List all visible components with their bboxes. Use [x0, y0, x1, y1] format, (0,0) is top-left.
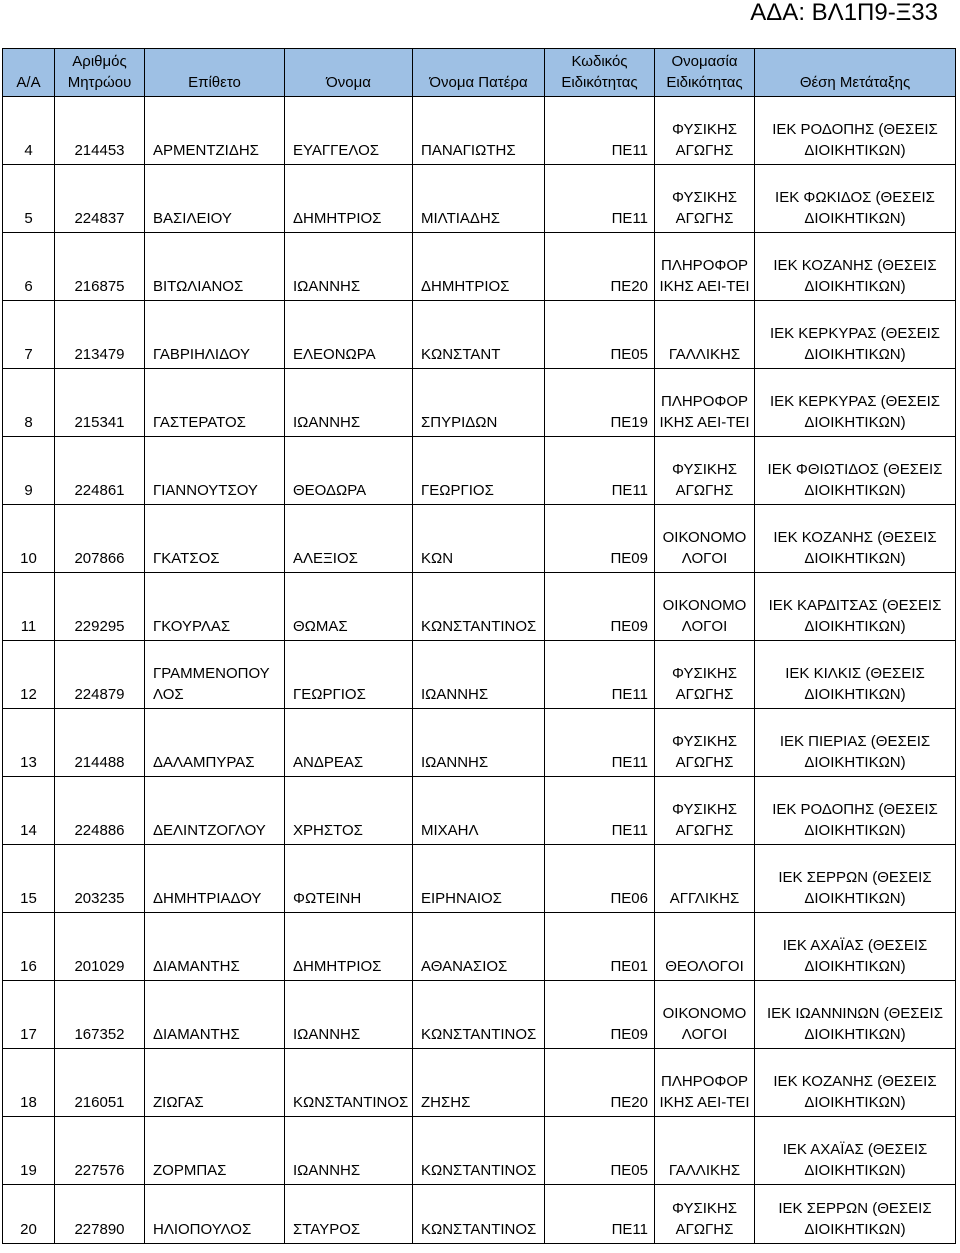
- cell-father-name: ΔΗΜΗΤΡΙΟΣ: [413, 233, 545, 301]
- cell-registry-number: 224861: [55, 437, 145, 505]
- table-row: [3, 913, 956, 981]
- cell-specialty-name: ΠΛΗΡΟΦΟΡ ΙΚΗΣ ΑΕΙ-ΤΕΙ: [655, 1049, 755, 1117]
- cell-registry-number: 214488: [55, 709, 145, 777]
- cell-specialty-code: ΠΕ19: [545, 369, 655, 437]
- cell-aa: 15: [3, 845, 55, 913]
- cell-first-name: ΕΛΕΟΝΩΡΑ: [285, 301, 413, 369]
- cell-aa: 13: [3, 709, 55, 777]
- header-position: Θέση Μετάταξης: [755, 49, 956, 97]
- cell-father-name: ΙΩΑΝΝΗΣ: [413, 709, 545, 777]
- cell-transfer-position: ΙΕΚ ΠΙΕΡΙΑΣ (ΘΕΣΕΙΣ ΔΙΟΙΚΗΤΙΚΩΝ): [755, 709, 956, 777]
- cell-first-name: ΑΝΔΡΕΑΣ: [285, 709, 413, 777]
- cell-surname: ΑΡΜΕΝΤΖΙΔΗΣ: [145, 97, 285, 165]
- cell-transfer-position: ΙΕΚ ΑΧΑΪΑΣ (ΘΕΣΕΙΣ ΔΙΟΙΚΗΤΙΚΩΝ): [755, 1117, 956, 1185]
- cell-surname: ΔΑΛΑΜΠΥΡΑΣ: [145, 709, 285, 777]
- cell-father-name: ΑΘΑΝΑΣΙΟΣ: [413, 913, 545, 981]
- table-row: [3, 97, 956, 165]
- header-code: Κωδικός Ειδικότητας: [545, 49, 655, 97]
- cell-first-name: ΕΥΑΓΓΕΛΟΣ: [285, 97, 413, 165]
- transfer-table: [2, 48, 956, 1244]
- table-row: [3, 709, 956, 777]
- cell-father-name: ΚΩΝΣΤΑΝΤΙΝΟΣ: [413, 573, 545, 641]
- cell-specialty-code: ΠΕ11: [545, 641, 655, 709]
- cell-specialty-code: ΠΕ09: [545, 981, 655, 1049]
- cell-specialty-code: ΠΕ11: [545, 777, 655, 845]
- cell-first-name: ΙΩΑΝΝΗΣ: [285, 981, 413, 1049]
- cell-surname: ΓΑΣΤΕΡΑΤΟΣ: [145, 369, 285, 437]
- cell-transfer-position: ΙΕΚ ΚΟΖΑΝΗΣ (ΘΕΣΕΙΣ ΔΙΟΙΚΗΤΙΚΩΝ): [755, 233, 956, 301]
- cell-surname: ΒΑΣΙΛΕΙΟΥ: [145, 165, 285, 233]
- cell-specialty-name: ΠΛΗΡΟΦΟΡ ΙΚΗΣ ΑΕΙ-ΤΕΙ: [655, 369, 755, 437]
- cell-registry-number: 224837: [55, 165, 145, 233]
- cell-first-name: ΣΤΑΥΡΟΣ: [285, 1185, 413, 1244]
- cell-surname: ΓΚΟΥΡΛΑΣ: [145, 573, 285, 641]
- cell-transfer-position: ΙΕΚ ΡΟΔΟΠΗΣ (ΘΕΣΕΙΣ ΔΙΟΙΚΗΤΙΚΩΝ): [755, 97, 956, 165]
- table-header: [3, 49, 956, 97]
- cell-specialty-code: ΠΕ05: [545, 301, 655, 369]
- cell-specialty-name: ΦΥΣΙΚΗΣ ΑΓΩΓΗΣ: [655, 97, 755, 165]
- cell-transfer-position: ΙΕΚ ΙΩΑΝΝΙΝΩΝ (ΘΕΣΕΙΣ ΔΙΟΙΚΗΤΙΚΩΝ): [755, 981, 956, 1049]
- header-name: Όνομα: [285, 49, 413, 97]
- cell-transfer-position: ΙΕΚ ΦΘΙΩΤΙΔΟΣ (ΘΕΣΕΙΣ ΔΙΟΙΚΗΤΙΚΩΝ): [755, 437, 956, 505]
- header-aa: Α/Α: [3, 49, 55, 97]
- cell-specialty-name: ΦΥΣΙΚΗΣ ΑΓΩΓΗΣ: [655, 777, 755, 845]
- cell-first-name: ΧΡΗΣΤΟΣ: [285, 777, 413, 845]
- cell-father-name: ΙΩΑΝΝΗΣ: [413, 641, 545, 709]
- cell-specialty-name: ΟΙΚΟΝΟΜΟ ΛΟΓΟΙ: [655, 505, 755, 573]
- cell-surname: ΖΙΩΓΑΣ: [145, 1049, 285, 1117]
- cell-specialty-code: ΠΕ05: [545, 1117, 655, 1185]
- cell-aa: 19: [3, 1117, 55, 1185]
- cell-specialty-code: ΠΕ11: [545, 709, 655, 777]
- cell-specialty-name: ΦΥΣΙΚΗΣ ΑΓΩΓΗΣ: [655, 709, 755, 777]
- cell-registry-number: 216875: [55, 233, 145, 301]
- cell-first-name: ΘΩΜΑΣ: [285, 573, 413, 641]
- cell-transfer-position: ΙΕΚ ΚΟΖΑΝΗΣ (ΘΕΣΕΙΣ ΔΙΟΙΚΗΤΙΚΩΝ): [755, 1049, 956, 1117]
- cell-aa: 8: [3, 369, 55, 437]
- cell-specialty-name: ΟΙΚΟΝΟΜΟ ΛΟΓΟΙ: [655, 573, 755, 641]
- cell-surname: ΖΟΡΜΠΑΣ: [145, 1117, 285, 1185]
- cell-transfer-position: ΙΕΚ ΚΕΡΚΥΡΑΣ (ΘΕΣΕΙΣ ΔΙΟΙΚΗΤΙΚΩΝ): [755, 369, 956, 437]
- table-row: [3, 301, 956, 369]
- cell-aa: 17: [3, 981, 55, 1049]
- cell-surname: ΔΗΜΗΤΡΙΑΔΟΥ: [145, 845, 285, 913]
- table-row: [3, 165, 956, 233]
- cell-specialty-code: ΠΕ11: [545, 437, 655, 505]
- cell-specialty-name: ΦΥΣΙΚΗΣ ΑΓΩΓΗΣ: [655, 641, 755, 709]
- cell-surname: ΓΑΒΡΙΗΛΙΔΟΥ: [145, 301, 285, 369]
- cell-transfer-position: ΙΕΚ ΣΕΡΡΩΝ (ΘΕΣΕΙΣ ΔΙΟΙΚΗΤΙΚΩΝ): [755, 1185, 956, 1244]
- cell-first-name: ΚΩΝΣΤΑΝΤΙΝΟΣ: [285, 1049, 413, 1117]
- cell-specialty-code: ΠΕ11: [545, 1185, 655, 1244]
- table-row: [3, 1049, 956, 1117]
- table-row: [3, 641, 956, 709]
- cell-father-name: ΚΩΝΣΤΑΝΤΙΝΟΣ: [413, 1117, 545, 1185]
- cell-aa: 4: [3, 97, 55, 165]
- cell-father-name: ΣΠΥΡΙΔΩΝ: [413, 369, 545, 437]
- table-row: [3, 437, 956, 505]
- cell-specialty-code: ΠΕ11: [545, 165, 655, 233]
- table-row: [3, 369, 956, 437]
- cell-surname: ΒΙΤΩΛΙΑΝΟΣ: [145, 233, 285, 301]
- cell-aa: 18: [3, 1049, 55, 1117]
- cell-surname: ΓΙΑΝΝΟΥΤΣΟΥ: [145, 437, 285, 505]
- cell-first-name: ΙΩΑΝΝΗΣ: [285, 1117, 413, 1185]
- cell-registry-number: 167352: [55, 981, 145, 1049]
- cell-father-name: ΜΙΧΑΗΛ: [413, 777, 545, 845]
- cell-specialty-code: ΠΕ09: [545, 573, 655, 641]
- table-body: [3, 97, 956, 1244]
- cell-father-name: ΕΙΡΗΝΑΙΟΣ: [413, 845, 545, 913]
- table-row: [3, 1185, 956, 1244]
- cell-aa: 12: [3, 641, 55, 709]
- table-row: [3, 1117, 956, 1185]
- cell-father-name: ΠΑΝΑΓΙΩΤΗΣ: [413, 97, 545, 165]
- cell-specialty-name: ΑΓΓΛΙΚΗΣ: [655, 845, 755, 913]
- cell-aa: 16: [3, 913, 55, 981]
- cell-transfer-position: ΙΕΚ ΦΩΚΙΔΟΣ (ΘΕΣΕΙΣ ΔΙΟΙΚΗΤΙΚΩΝ): [755, 165, 956, 233]
- cell-first-name: ΔΗΜΗΤΡΙΟΣ: [285, 913, 413, 981]
- cell-aa: 20: [3, 1185, 55, 1244]
- cell-father-name: ΚΩΝΣΤΑΝΤΙΝΟΣ: [413, 1185, 545, 1244]
- cell-first-name: ΦΩΤΕΙΝΗ: [285, 845, 413, 913]
- cell-surname: ΔΙΑΜΑΝΤΗΣ: [145, 981, 285, 1049]
- cell-registry-number: 216051: [55, 1049, 145, 1117]
- cell-surname: ΗΛΙΟΠΟΥΛΟΣ: [145, 1185, 285, 1244]
- table-row: [3, 233, 956, 301]
- cell-specialty-code: ΠΕ06: [545, 845, 655, 913]
- cell-specialty-code: ΠΕ11: [545, 97, 655, 165]
- header-surname: Επίθετο: [145, 49, 285, 97]
- cell-aa: 5: [3, 165, 55, 233]
- cell-aa: 11: [3, 573, 55, 641]
- cell-transfer-position: ΙΕΚ ΡΟΔΟΠΗΣ (ΘΕΣΕΙΣ ΔΙΟΙΚΗΤΙΚΩΝ): [755, 777, 956, 845]
- ada-identifier: ΑΔΑ: ΒΛ1Π9-Ξ33: [750, 0, 938, 26]
- cell-transfer-position: ΙΕΚ ΚΟΖΑΝΗΣ (ΘΕΣΕΙΣ ΔΙΟΙΚΗΤΙΚΩΝ): [755, 505, 956, 573]
- cell-registry-number: 227890: [55, 1185, 145, 1244]
- cell-registry-number: 213479: [55, 301, 145, 369]
- cell-transfer-position: ΙΕΚ ΚΙΛΚΙΣ (ΘΕΣΕΙΣ ΔΙΟΙΚΗΤΙΚΩΝ): [755, 641, 956, 709]
- cell-registry-number: 215341: [55, 369, 145, 437]
- cell-first-name: ΔΗΜΗΤΡΙΟΣ: [285, 165, 413, 233]
- cell-father-name: ΜΙΛΤΙΑΔΗΣ: [413, 165, 545, 233]
- cell-specialty-name: ΓΑΛΛΙΚΗΣ: [655, 1117, 755, 1185]
- cell-aa: 10: [3, 505, 55, 573]
- cell-transfer-position: ΙΕΚ ΣΕΡΡΩΝ (ΘΕΣΕΙΣ ΔΙΟΙΚΗΤΙΚΩΝ): [755, 845, 956, 913]
- cell-first-name: ΘΕΟΔΩΡΑ: [285, 437, 413, 505]
- cell-father-name: ΚΩΝΣΤΑΝΤ: [413, 301, 545, 369]
- cell-specialty-name: ΟΙΚΟΝΟΜΟ ΛΟΓΟΙ: [655, 981, 755, 1049]
- cell-surname: ΓΡΑΜΜΕΝΟΠΟΥ ΛΟΣ: [145, 641, 285, 709]
- cell-transfer-position: ΙΕΚ ΑΧΑΪΑΣ (ΘΕΣΕΙΣ ΔΙΟΙΚΗΤΙΚΩΝ): [755, 913, 956, 981]
- cell-registry-number: 201029: [55, 913, 145, 981]
- cell-first-name: ΑΛΕΞΙΟΣ: [285, 505, 413, 573]
- cell-transfer-position: ΙΕΚ ΚΕΡΚΥΡΑΣ (ΘΕΣΕΙΣ ΔΙΟΙΚΗΤΙΚΩΝ): [755, 301, 956, 369]
- cell-father-name: ΖΗΣΗΣ: [413, 1049, 545, 1117]
- cell-registry-number: 224886: [55, 777, 145, 845]
- header-specialty: Ονομασία Ειδικότητας: [655, 49, 755, 97]
- cell-registry-number: 229295: [55, 573, 145, 641]
- cell-specialty-code: ΠΕ20: [545, 1049, 655, 1117]
- cell-specialty-name: ΓΑΛΛΙΚΗΣ: [655, 301, 755, 369]
- cell-registry-number: 214453: [55, 97, 145, 165]
- cell-registry-number: 227576: [55, 1117, 145, 1185]
- cell-aa: 9: [3, 437, 55, 505]
- cell-specialty-name: ΠΛΗΡΟΦΟΡ ΙΚΗΣ ΑΕΙ-ΤΕΙ: [655, 233, 755, 301]
- cell-aa: 6: [3, 233, 55, 301]
- cell-father-name: ΓΕΩΡΓΙΟΣ: [413, 437, 545, 505]
- cell-specialty-code: ΠΕ20: [545, 233, 655, 301]
- cell-specialty-name: ΦΥΣΙΚΗΣ ΑΓΩΓΗΣ: [655, 1185, 755, 1244]
- header-am: Αριθμός Μητρώου: [55, 49, 145, 97]
- cell-first-name: ΓΕΩΡΓΙΟΣ: [285, 641, 413, 709]
- cell-first-name: ΙΩΑΝΝΗΣ: [285, 369, 413, 437]
- cell-specialty-name: ΘΕΟΛΟΓΟΙ: [655, 913, 755, 981]
- cell-transfer-position: ΙΕΚ ΚΑΡΔΙΤΣΑΣ (ΘΕΣΕΙΣ ΔΙΟΙΚΗΤΙΚΩΝ): [755, 573, 956, 641]
- cell-specialty-code: ΠΕ09: [545, 505, 655, 573]
- table-row: [3, 845, 956, 913]
- table-row: [3, 777, 956, 845]
- cell-aa: 7: [3, 301, 55, 369]
- cell-registry-number: 203235: [55, 845, 145, 913]
- table-row: [3, 573, 956, 641]
- cell-father-name: ΚΩΝΣΤΑΝΤΙΝΟΣ: [413, 981, 545, 1049]
- cell-surname: ΔΕΛΙΝΤΖΟΓΛΟΥ: [145, 777, 285, 845]
- cell-specialty-name: ΦΥΣΙΚΗΣ ΑΓΩΓΗΣ: [655, 165, 755, 233]
- cell-specialty-code: ΠΕ01: [545, 913, 655, 981]
- table-row: [3, 981, 956, 1049]
- header-father: Όνομα Πατέρα: [413, 49, 545, 97]
- cell-registry-number: 207866: [55, 505, 145, 573]
- cell-aa: 14: [3, 777, 55, 845]
- cell-registry-number: 224879: [55, 641, 145, 709]
- cell-first-name: ΙΩΑΝΝΗΣ: [285, 233, 413, 301]
- cell-surname: ΓΚΑΤΣΟΣ: [145, 505, 285, 573]
- cell-father-name: ΚΩΝ: [413, 505, 545, 573]
- table-row: [3, 505, 956, 573]
- cell-surname: ΔΙΑΜΑΝΤΗΣ: [145, 913, 285, 981]
- cell-specialty-name: ΦΥΣΙΚΗΣ ΑΓΩΓΗΣ: [655, 437, 755, 505]
